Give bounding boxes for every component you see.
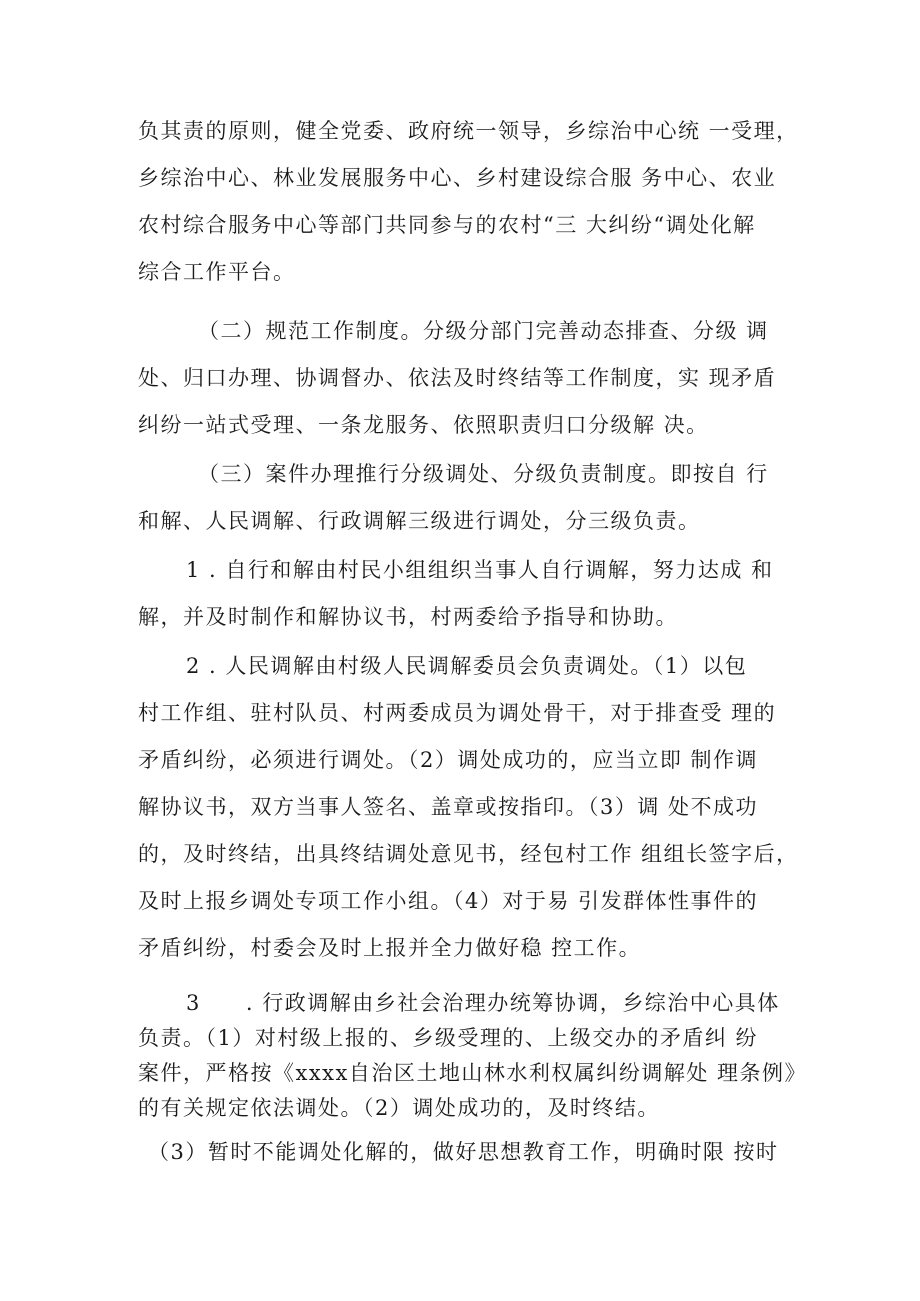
text-line: 村工作组、驻村队员、村两委成员为调处骨干，对于排查受 理的 — [138, 701, 777, 725]
text-line: 乡综治中心、林业发展服务中心、乡村建设综合服 务中心、农业 — [138, 166, 777, 190]
text-line: 3 . 行政调解由乡社会治理办统筹协调，乡综治中心具体 — [186, 991, 780, 1015]
text-line: 解协议书，双方当事人签名、盖章或按指印。（3）调 处不成功 — [138, 795, 759, 819]
text-line: 及时上报乡调处专项工作小组。（4）对于易 引发群体性事件的 — [138, 889, 759, 913]
text-line: 负其责的原则，健全党委、政府统一领导，乡综治中心统 一受理， — [138, 119, 799, 143]
text-line: 1 . 自行和解由村民小组组织当事人自行调解，努力达成 和 — [186, 558, 774, 582]
text-line: 矛盾纠纷，村委会及时上报并全力做好稳 控工作。 — [138, 936, 642, 960]
text-line: （三）案件办理推行分级调处、分级负责制度。即按自 行 — [198, 462, 769, 486]
text-line: 案件，严格按《xxxx自治区土地山林水利权属纠纷调解处 理条例》 — [138, 1061, 808, 1085]
text-line: 的有关规定依法调处。（2）调处成功的，及时终结。 — [138, 1096, 660, 1120]
text-line: 综合工作平台。 — [138, 260, 296, 284]
text-line: 解，并及时制作和解协议书，村两委给予指导和协助。 — [138, 605, 678, 629]
text-line: （二）规范工作制度。分级分部门完善动态排查、分级 调 — [198, 319, 769, 343]
text-line: 农村综合服务中心等部门共同参与的农村“三 大纠纷“调处化解 — [138, 213, 756, 237]
text-line: 和解、人民调解、行政调解三级进行调处，分三级负责。 — [138, 509, 701, 533]
text-line: 负责。（1）对村级上报的、乡级受理的、上级交办的矛盾纠 纷 — [138, 1026, 759, 1050]
text-line: 纠纷一站式受理、一条龙服务、依照职责归口分级解 决。 — [138, 413, 709, 437]
text-line: 的，及时终结，出具终结调处意见书，经包村工作 组组长签字后， — [138, 842, 799, 866]
text-line: 2 . 人民调解由村级人民调解委员会负责调处。（1）以包 — [186, 654, 748, 678]
text-line: 矛盾纠纷，必须进行调处。（2）调处成功的，应当立即 制作调 — [138, 748, 759, 772]
text-line: 处、归口办理、协调督办、依法及时终结等工作制度，实 现矛盾 — [138, 366, 777, 390]
text-line: （3）暂时不能调处化解的，做好思想教育工作，明确时限 按时 — [148, 1140, 779, 1164]
